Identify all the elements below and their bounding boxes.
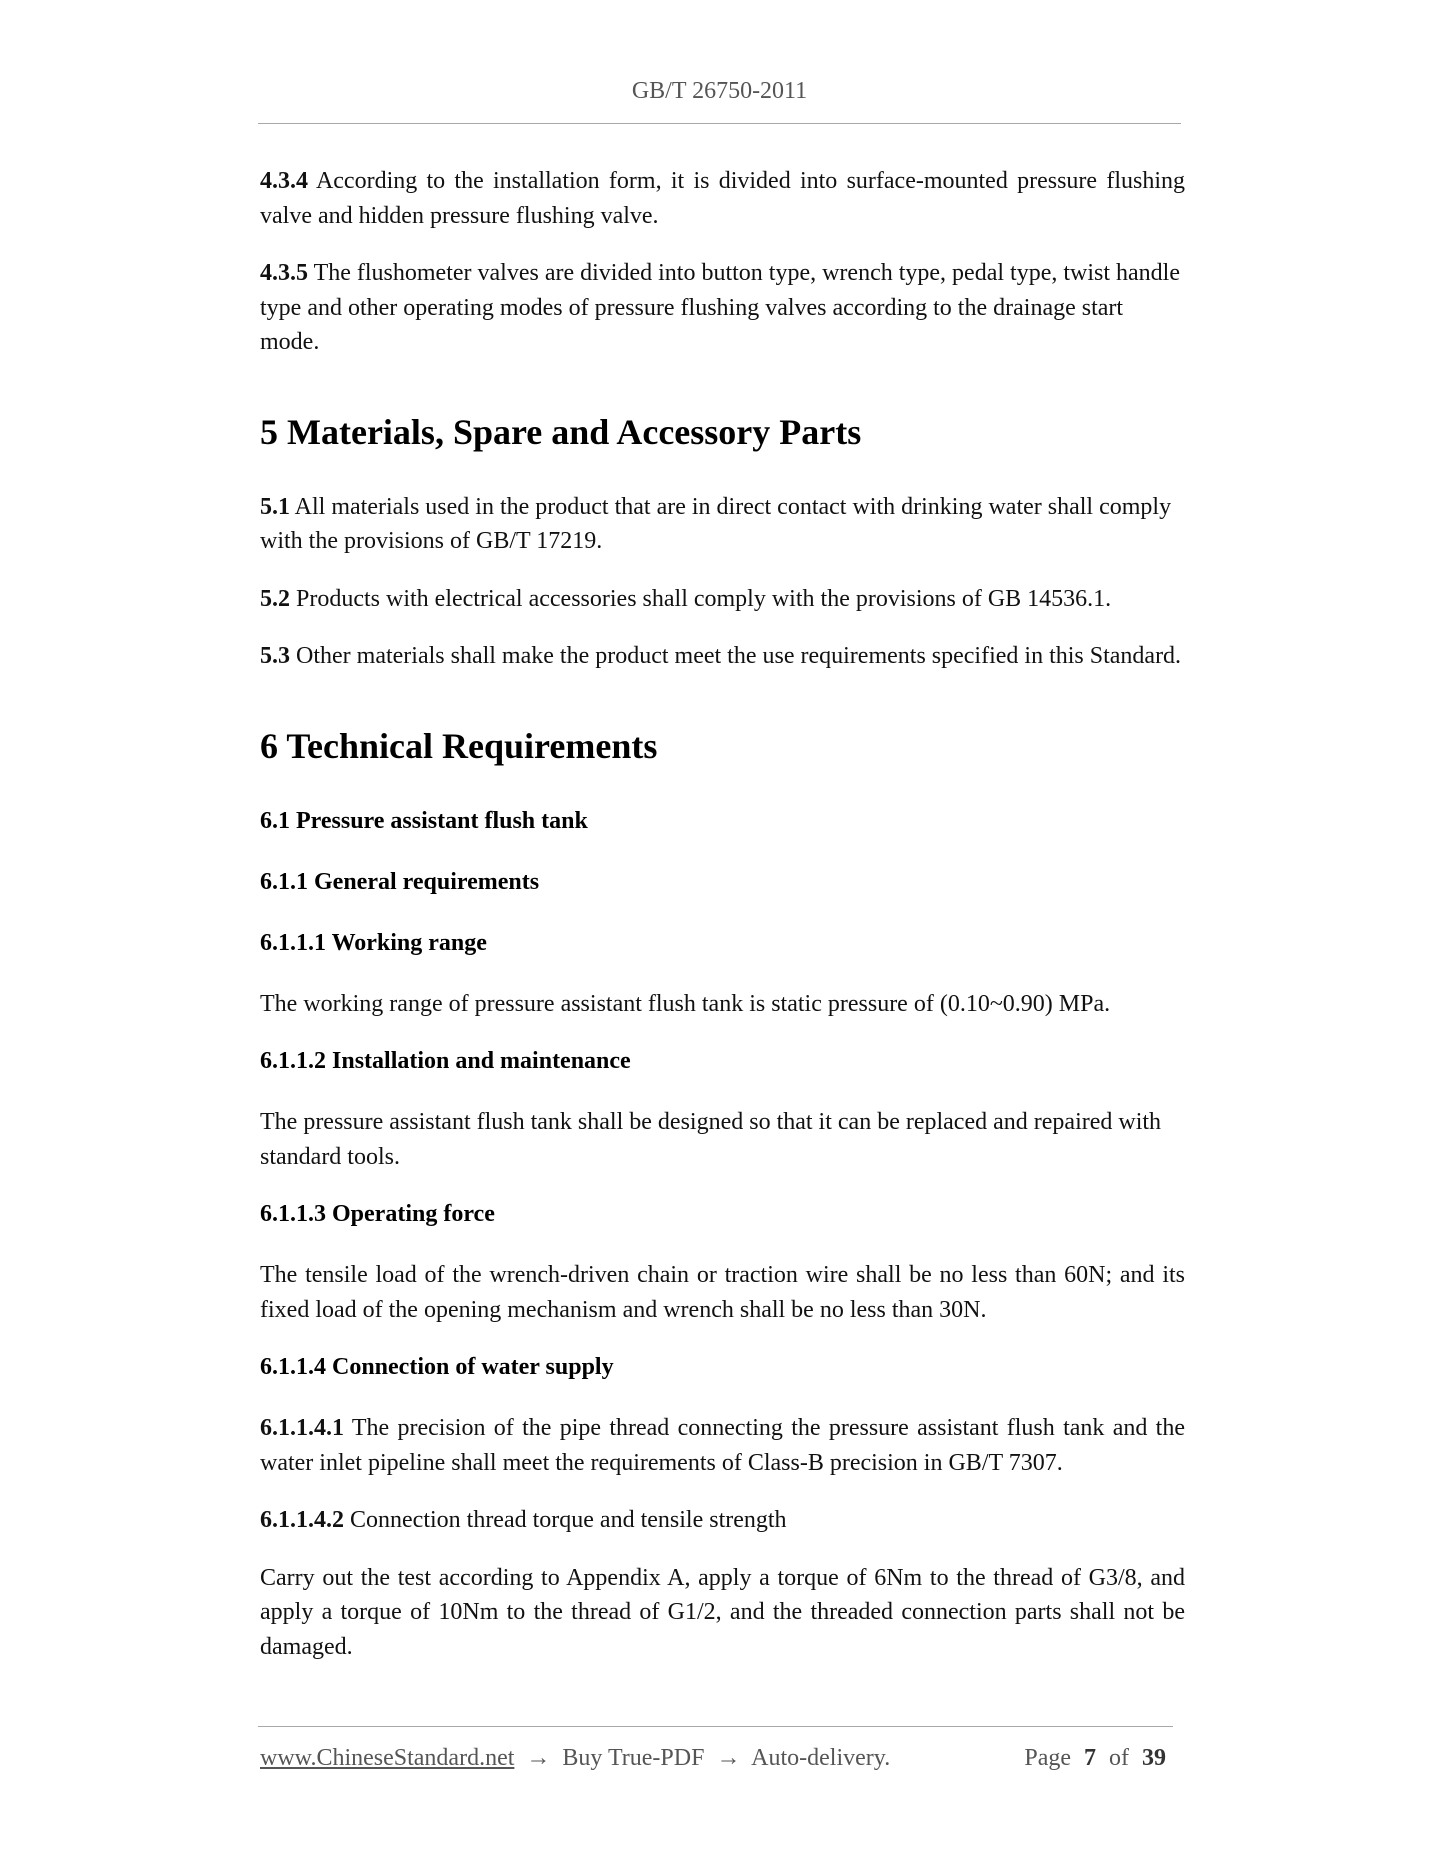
document-header: GB/T 26750-2011 <box>631 78 808 104</box>
clause-text: Products with electrical accessories shall comply with the provisions of GB 14536.1. <box>290 585 1112 612</box>
clause-number: 6.1.1.4.1 <box>260 1415 344 1441</box>
subheading-6-1-1-2: 6.1.1.2 Installation and maintenance <box>260 1048 631 1074</box>
buy-pdf-text: Buy True-PDF <box>562 1745 705 1771</box>
clause-number: 5.2 <box>260 585 290 612</box>
clause-4-3-5 <box>260 256 1185 360</box>
clause-text: All materials used in the product that are in direct contact with drinking water shall comply with the provisions of GB/T 17219. <box>260 493 1172 554</box>
clause-6-1-1-4-1 <box>260 1411 1185 1480</box>
paragraph-operating-force: The tensile load of the wrench-driven chain or traction wire shall be no less than 60N; and its fixed load of the opening mechanism and wrench shall be no less than 30N. <box>260 1262 1185 1323</box>
clause-text: The precision of the pipe thread connecting the pressure assistant flush tank and the water inlet pipeline shall meet the requirements of Class-B precision in GB/T 7307. <box>260 1415 1185 1476</box>
clause-number: 4.3.5 <box>260 260 308 286</box>
clause-text: Connection thread torque and tensile strength <box>344 1507 787 1533</box>
footer-links <box>260 1742 890 1774</box>
paragraph-installation: The pressure assistant flush tank shall be designed so that it can be replaced and repaired with standard tools. <box>260 1109 1162 1170</box>
section-heading-5: 5 Materials, Spare and Accessory Parts <box>260 411 862 452</box>
clause-number: 6.1.1.4.2 <box>260 1507 344 1533</box>
clause-text: The flushometer valves are divided into button type, wrench type, pedal type, twist handle type and other operating modes of pressure flushing valves according to the drainage start mode. <box>260 260 1180 355</box>
clause-number: 5.1 <box>260 493 290 520</box>
page-total: 39 <box>1142 1745 1166 1771</box>
clause-number: 5.3 <box>260 643 290 669</box>
clause-5-1 <box>260 490 1185 559</box>
page-number: 7 <box>1084 1745 1096 1771</box>
arrow-right-icon: → <box>526 1745 551 1771</box>
of-label: of <box>1109 1745 1129 1771</box>
clause-5-3 <box>260 639 1185 674</box>
clause-5-2 <box>260 582 1185 617</box>
subheading-6-1-1: 6.1.1 General requirements <box>260 868 540 895</box>
subheading-6-1-1-1: 6.1.1.1 Working range <box>260 929 487 956</box>
clause-text: According to the installation form, it is divided into surface-mounted pressure flushing valve and hidden pressure flushing valve. <box>260 168 1185 229</box>
section-heading-6: 6 Technical Requirements <box>260 725 658 766</box>
subheading-6-1-1-3: 6.1.1.3 Operating force <box>260 1201 495 1227</box>
clause-4-3-4 <box>260 164 1185 233</box>
document-body <box>260 164 1185 1687</box>
arrow-right-icon: → <box>716 1745 741 1771</box>
page-label: Page <box>1024 1745 1071 1771</box>
subheading-6-1-1-4: 6.1.1.4 Connection of water supply <box>260 1354 614 1380</box>
auto-delivery-text: Auto-delivery. <box>751 1745 891 1771</box>
subheading-6-1: 6.1 Pressure assistant flush tank <box>260 807 588 834</box>
clause-6-1-1-4-2 <box>260 1503 1185 1538</box>
paragraph-torque-test: Carry out the test according to Appendix A, apply a torque of 6Nm to the thread of G3/8, and apply a torque of 10Nm to the thread of G1/2, and the threaded connection parts shall not be damaged. <box>260 1564 1185 1660</box>
footer-divider <box>258 1726 1173 1727</box>
clause-text: Other materials shall make the product meet the use requirements specified in this Standard. <box>290 643 1182 669</box>
clause-number: 4.3.4 <box>260 168 308 194</box>
site-link[interactable]: www.ChineseStandard.net <box>260 1745 515 1771</box>
paragraph-working-range: The working range of pressure assistant flush tank is static pressure of (0.10~0.90) MPa. <box>260 990 1111 1017</box>
page-indicator <box>1024 1742 1173 1774</box>
header-divider <box>258 123 1181 124</box>
